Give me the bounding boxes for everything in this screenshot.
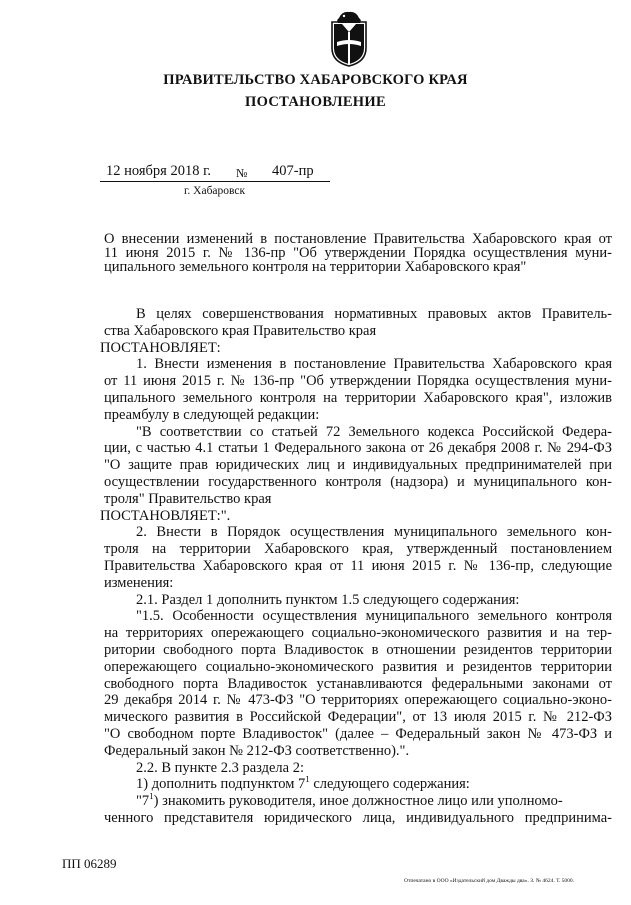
body-line: изменения: [104,574,174,591]
body-line: 2.2. В пункте 2.3 раздела 2: [136,759,304,776]
body-line: "1.5. Особенности осуществления муниципального земельного контроля [136,608,612,625]
body-line: троля" Правительство края [104,490,272,507]
body-line: 29 декабря 2014 г. № 473-ФЗ "О территориях опережающего социально-эконо- [104,692,612,709]
body-line: 1) дополнить подпунктом $7^1$ следующего содержания: [136,776,470,793]
government-title: ПРАВИТЕЛЬСТВО ХАБАРОВСКОГО КРАЯ [163,72,468,88]
document-body [100,306,612,827]
document-type-title: ПОСТАНОВЛЕНИЕ [245,94,386,110]
subject-line: 11 июня 2015 г. № 136-пр "Об утверждении Порядка осуществления муни- [104,245,612,261]
document-number: 407-пр [272,163,314,179]
body-line: ства Хабаровского края Правительство края [104,322,377,339]
body-line: "О свободном порте Владивосток" (далее – Федеральный закон № 473-ФЗ и [104,725,612,742]
body-line: от 11 июня 2015 г. № 136-пр "Об утверждении Порядка осуществления муни- [104,373,612,390]
body-line: "$7^1$) знакомить руководителя, иное должностное лицо или уполномо- [136,793,563,810]
printing-imprint: Отпечатано в ООО «Издательский дом Дважды два». З. № 4624. Т. 5000. [404,878,575,884]
body-line: ципального земельного контроля на территории Хабаровского края", изложив [104,389,612,406]
body-line: "О защите прав юридических лиц и индивидуальных предпринимателей при [104,457,612,474]
number-label: № [236,166,248,180]
body-line: В целях совершенствования нормативных правовых актов Правитель- [136,306,612,322]
coat-of-arms-emblem [326,8,372,68]
body-line: на территориях опережающего социально-экономического развития и на тер- [104,625,612,642]
body-line: преамбулу в следующей редакции: [104,406,320,423]
body-line: Правительства Хабаровского края от 11 июня 2015 г. № 136-пр, следующие [104,557,612,574]
subject-line: ципального земельного контроля на территории Хабаровского края" [104,259,527,275]
body-line: 1. Внести изменения в постановление Правительства Хабаровского края [136,356,612,373]
body-line: ченного представителя юридического лица, индивидуального предпринима- [104,809,612,826]
date-number-underline [100,181,330,182]
document-city: г. Хабаровск [184,185,246,197]
body-line: опережающего социально-экономического развития и резидентов территории [104,658,612,675]
body-line: ритории свободного порта Владивосток в отношении резидентов территории [104,641,612,658]
body-line-resolves: ПОСТАНОВЛЯЕТ: [100,339,221,356]
body-line: Федеральный закон № 212-ФЗ соответственно).". [104,742,410,759]
body-line: "В соответствии со статьей 72 Земельного кодекса Российской Федера- [136,423,612,440]
subject-line: О внесении изменений в постановление Правительства Хабаровского края от [104,231,612,247]
document-subject [104,232,612,274]
body-line: мического развития в Российской Федерации", от 13 июля 2015 г. № 212-ФЗ [104,709,612,726]
document-code: ПП 06289 [62,856,117,871]
body-line: 2. Внести в Порядок осуществления муниципального земельного кон- [136,524,612,541]
body-line: 2.1. Раздел 1 дополнить пунктом 1.5 следующего содержания: [136,591,520,608]
body-line: троля на территории Хабаровского края, утвержденный постановлением [104,541,612,558]
body-line: свободного порта Владивосток устанавливаются федеральными законами от [104,675,612,692]
body-line: ции, с частью 4.1 статьи 1 Федерального закона от 26 декабря 2008 г. № 294-ФЗ [104,440,612,457]
body-line: осуществлении государственного контроля (надзора) и муниципального кон- [104,473,612,490]
body-line-resolves: ПОСТАНОВЛЯЕТ:". [100,507,231,524]
document-date: 12 ноября 2018 г. [106,163,212,179]
